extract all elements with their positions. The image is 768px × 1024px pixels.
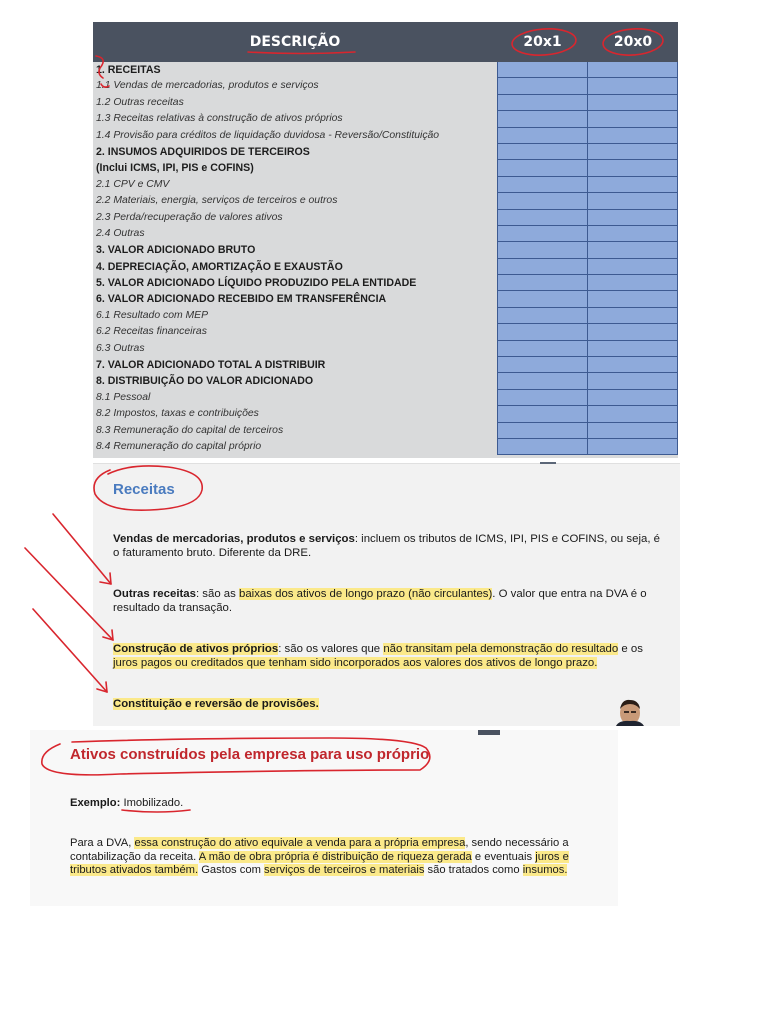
value-cell-20x1: [497, 210, 588, 226]
text-outras-pre: : são as: [195, 588, 240, 600]
table-row: [93, 62, 678, 78]
table-header: [93, 22, 678, 62]
value-cell-20x1: [497, 373, 588, 389]
table-row: [93, 95, 678, 111]
value-cell-20x1: [497, 341, 588, 357]
value-cell-20x0: [588, 259, 678, 275]
value-cell-20x1: [497, 128, 588, 144]
value-cell-20x0: [588, 210, 678, 226]
dva-highlight-4: serviços de terceiros e materiais: [264, 864, 425, 876]
paragraph-vendas: [113, 532, 668, 560]
table-row: [93, 177, 678, 193]
example-line: Exemplo: Imobilizado.: [70, 797, 184, 809]
value-cell-20x1: [497, 193, 588, 209]
value-cell-20x1: [497, 144, 588, 160]
table-rows: [93, 62, 678, 455]
dva-text-1: Para a DVA,: [70, 837, 135, 849]
ativos-title: Ativos construídos pela empresa para uso próprio: [70, 746, 430, 763]
highlight-nao-transitam: não transitam pela demonstração do resultado: [383, 643, 619, 655]
value-cell-20x0: [588, 95, 678, 111]
row-label: 8.2 Impostos, taxas e contribuições: [96, 408, 259, 420]
row-label: 8.1 Pessoal: [96, 391, 151, 403]
value-cell-20x1: [497, 62, 588, 78]
paragraph-dva: [70, 837, 605, 878]
row-label: 6. VALOR ADICIONADO RECEBIDO EM TRANSFERÊNCIA: [96, 293, 387, 306]
example-label: Exemplo: [70, 797, 117, 809]
value-cell-20x0: [588, 291, 678, 307]
term-outras-receitas: Outras receitas: [113, 588, 196, 600]
table-row: [93, 291, 678, 307]
value-cell-20x0: [588, 357, 678, 373]
term-construcao: Construção de ativos próprios: [113, 643, 279, 655]
dva-highlight-5: insumos.: [522, 864, 568, 876]
receitas-slide: [93, 463, 680, 726]
row-label: 6.2 Receitas financeiras: [96, 326, 207, 338]
value-cell-20x0: [588, 193, 678, 209]
value-cell-20x1: [497, 242, 588, 258]
dva-text-4: Gastos com: [198, 864, 264, 876]
value-cell-20x0: [588, 111, 678, 127]
value-cell-20x1: [497, 390, 588, 406]
paragraph-provisoes: [113, 697, 668, 711]
row-label: 2.1 CPV e CMV: [96, 178, 170, 190]
row-label: 3. VALOR ADICIONADO BRUTO: [96, 244, 256, 257]
slide-tab-stub: [478, 730, 500, 735]
value-cell-20x1: [497, 111, 588, 127]
paragraph-outras-receitas: [113, 587, 668, 615]
row-label: (Inclui ICMS, IPI, PIS e COFINS): [96, 162, 254, 175]
text-construcao-mid: e os: [618, 643, 643, 655]
table-row: [93, 341, 678, 357]
dva-text-2: , sendo necessário a contabilização da receita.: [70, 837, 569, 863]
header-descricao: DESCRIÇÃO: [249, 34, 341, 50]
row-label: 1.2 Outras receitas: [96, 96, 184, 108]
row-label: 2.4 Outras: [96, 227, 145, 239]
table-row: [93, 128, 678, 144]
value-cell-20x1: [497, 423, 588, 439]
highlight-juros-pagos: juros pagos ou creditados que tenham sido incorporados aos valores dos ativos de longo prazo.: [113, 657, 598, 669]
highlight-baixas: baixas dos ativos de longo prazo (não circulantes): [239, 588, 493, 600]
value-cell-20x0: [588, 128, 678, 144]
table-row: [93, 78, 678, 94]
value-cell-20x0: [588, 308, 678, 324]
value-cell-20x1: [497, 324, 588, 340]
row-label: 1.1 Vendas de mercadorias, produtos e serviços: [96, 80, 319, 92]
row-label: 4. DEPRECIAÇÃO, AMORTIZAÇÃO E EXAUSTÃO: [96, 260, 343, 273]
ativos-slide: [30, 730, 618, 906]
value-cell-20x1: [497, 275, 588, 291]
value-cell-20x0: [588, 275, 678, 291]
value-cell-20x1: [497, 177, 588, 193]
dva-table: [93, 22, 678, 458]
row-label: 5. VALOR ADICIONADO LÍQUIDO PRODUZIDO PELA ENTIDADE: [96, 277, 417, 290]
value-cell-20x0: [588, 160, 678, 176]
table-row: [93, 144, 678, 160]
presenter-avatar: [613, 699, 647, 726]
row-label: 8. DISTRIBUIÇÃO DO VALOR ADICIONADO: [96, 375, 314, 388]
value-cell-20x1: [497, 95, 588, 111]
table-row: [93, 324, 678, 340]
table-row: [93, 259, 678, 275]
row-label: 2.3 Perda/recuperação de valores ativos: [96, 211, 283, 223]
row-label: 1.4 Provisão para créditos de liquidação duvidosa - Reversão/Constituição: [96, 129, 440, 141]
dva-text-3: e eventuais: [471, 850, 536, 863]
table-row: [93, 373, 678, 389]
value-cell-20x0: [588, 177, 678, 193]
receitas-title: Receitas: [113, 481, 175, 498]
header-year-20x1: 20x1: [523, 34, 562, 50]
row-label: 1. RECEITAS: [96, 64, 161, 76]
row-label: 2. INSUMOS ADQUIRIDOS DE TERCEIROS: [96, 145, 310, 158]
table-row: [93, 160, 678, 176]
row-label: 1.3 Receitas relativas à construção de ativos próprios: [96, 113, 343, 125]
value-cell-20x1: [497, 160, 588, 176]
value-cell-20x0: [588, 406, 678, 422]
value-cell-20x1: [497, 357, 588, 373]
row-label: 8.3 Remuneração do capital de terceiros: [96, 424, 284, 436]
value-cell-20x0: [588, 78, 678, 94]
value-cell-20x0: [588, 390, 678, 406]
header-year-20x0: 20x0: [613, 34, 653, 50]
dva-highlight-3: juros e tributos ativados também.: [70, 850, 569, 876]
value-cell-20x0: [588, 423, 678, 439]
paragraph-construcao: [113, 642, 668, 670]
value-cell-20x1: [497, 439, 588, 455]
table-row: [93, 210, 678, 226]
row-label: 8.4 Remuneração do capital próprio: [96, 440, 262, 452]
value-cell-20x1: [497, 259, 588, 275]
value-cell-20x0: [588, 324, 678, 340]
table-row: [93, 439, 678, 455]
value-cell-20x1: [497, 226, 588, 242]
table-row: [93, 423, 678, 439]
value-cell-20x0: [588, 373, 678, 389]
text-construcao-pre: : são os valores que: [278, 643, 384, 655]
table-row: [93, 242, 678, 258]
table-row: [93, 406, 678, 422]
text-vendas: : incluem os tributos de ICMS, IPI, PIS e COFINS, ou seja, é o faturamento bruto. Diferente da DRE.: [113, 533, 660, 559]
value-cell-20x1: [497, 291, 588, 307]
table-row: [93, 390, 678, 406]
term-provisoes: Constituição e reversão de provisões.: [113, 698, 319, 710]
row-label: 6.1 Resultado com MEP: [96, 309, 209, 321]
table-row: [93, 275, 678, 291]
table-row: [93, 193, 678, 209]
table-row: [93, 111, 678, 127]
value-cell-20x0: [588, 62, 678, 78]
value-cell-20x1: [497, 78, 588, 94]
term-vendas: Vendas de mercadorias, produtos e serviços: [113, 533, 355, 545]
dva-highlight-2: A mão de obra própria é distribuição de riqueza gerada: [198, 850, 472, 863]
row-label: 7. VALOR ADICIONADO TOTAL A DISTRIBUIR: [96, 359, 326, 372]
row-label: 6.3 Outras: [96, 342, 145, 354]
dva-highlight-1: essa construção do ativo equivale a venda para a própria empresa: [134, 837, 466, 849]
value-cell-20x1: [497, 406, 588, 422]
value-cell-20x0: [588, 242, 678, 258]
text-outras-post: . O valor que entra na DVA é o resultado da transação.: [113, 588, 647, 614]
value-cell-20x0: [588, 226, 678, 242]
row-label: 2.2 Materiais, energia, serviços de terceiros e outros: [96, 195, 338, 207]
example-value: Imobilizado.: [123, 797, 184, 809]
value-cell-20x1: [497, 308, 588, 324]
value-cell-20x0: [588, 439, 678, 455]
table-row: [93, 308, 678, 324]
value-cell-20x0: [588, 144, 678, 160]
value-cell-20x0: [588, 341, 678, 357]
table-row: [93, 226, 678, 242]
dva-text-5: são tratados como: [424, 864, 523, 876]
table-row: [93, 357, 678, 373]
